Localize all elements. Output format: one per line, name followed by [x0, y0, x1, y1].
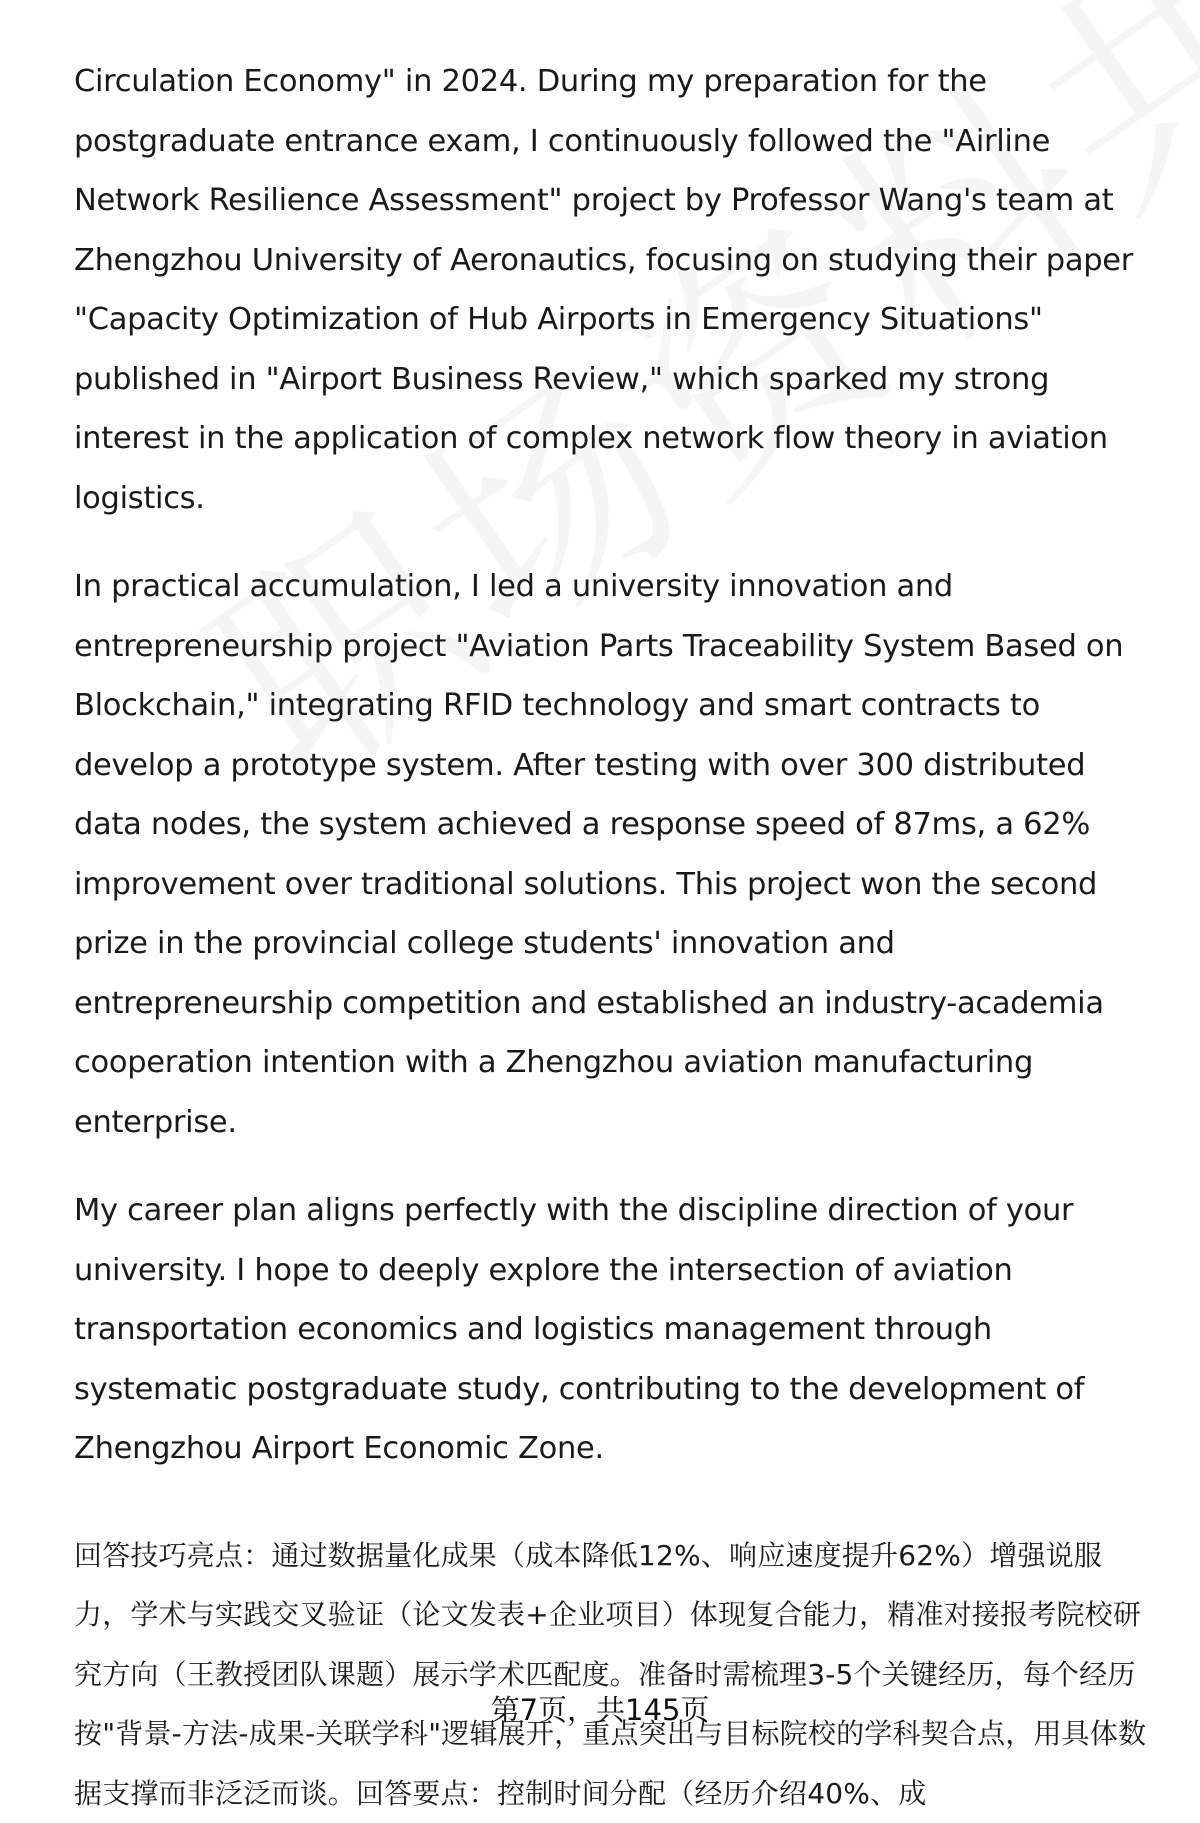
paragraph-practical-experience: In practical accumulation, I led a university innovation and entrepreneurship project "Aviation Parts Traceability System Based on Blockchain," integrating RFID technology and smart contracts to develop a prototype system. After testing with over 300 distributed data nodes, the system achieved a response speed of 87ms, a 62% improvement over traditional solutions. This project won the second prize in the provincial college students' innovation and entrepreneurship competition and established an industry-academia cooperation intention with a Zhengzhou aviation manufacturing enterprise. [74, 557, 1154, 1152]
paragraph-career-plan: My career plan aligns perfectly with the discipline direction of your university. I hope to deeply explore the intersection of aviation transportation economics and logistics management through systematic postgraduate study, contributing to the development of Zhengzhou Airport Economic Zone. [74, 1181, 1154, 1479]
page-content [74, 52, 1154, 1823]
answer-tips-paragraph: 回答技巧亮点：通过数据量化成果（成本降低12%、响应速度提升62%）增强说服力，学术与实践交叉验证（论文发表+企业项目）体现复合能力，精准对接报考院校研究方向（王教授团队课题）展示学术匹配度。准备时需梳理3-5个关键经历，每个经历按"背景-方法-成果-关联学科"逻辑展开，重点突出与目标院校的学科契合点，用具体数据支撑而非泛泛而谈。回答要点：控制时间分配（经历介绍40%、成 [74, 1508, 1154, 1823]
page-number-footer: 第7页，共145页 [0, 1690, 1200, 1730]
paragraph-research-interest: Circulation Economy" in 2024. During my preparation for the postgraduate entrance exam, I continuously followed the "Airline Network Resilience Assessment" project by Professor Wang's team at Zhengzhou University of Aeronautics, focusing on studying their paper "Capacity Optimization of Hub Airports in Emergency Situations" published in "Airport Business Review," which sparked my strong interest in the application of complex network flow theory in aviation logistics. [74, 52, 1154, 528]
